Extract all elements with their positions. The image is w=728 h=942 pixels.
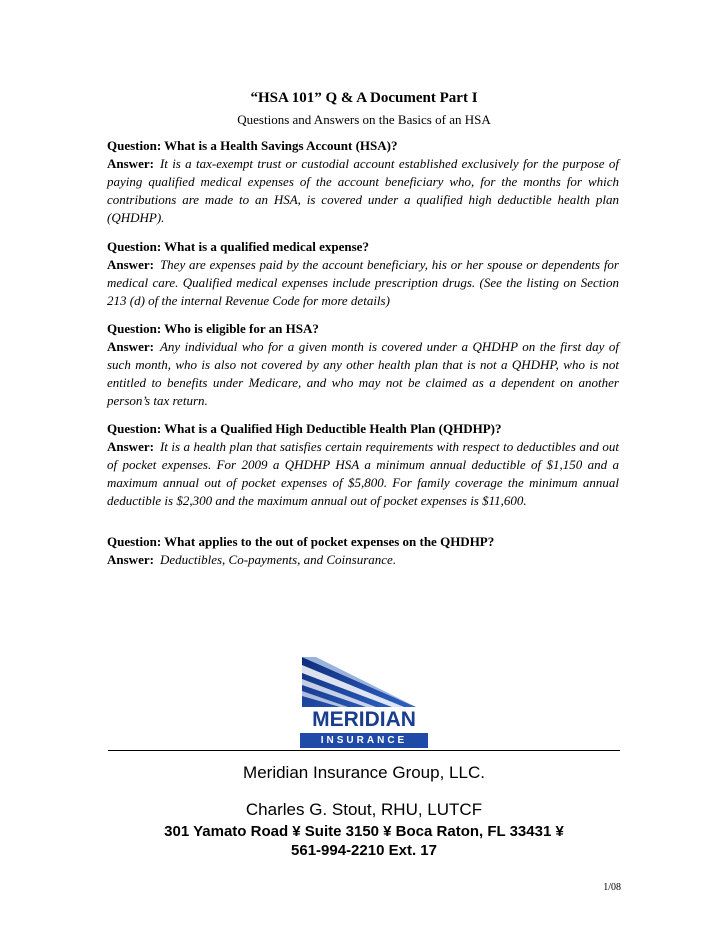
qa-block: [107, 238, 619, 310]
qa-block: [107, 533, 619, 569]
qa-block: [107, 137, 619, 227]
question: Question: Who is eligible for an HSA?: [107, 321, 319, 336]
logo-subtitle-bar: INSURANCE: [300, 733, 428, 748]
answer-label: Answer:: [107, 257, 154, 272]
answer-text: They are expenses paid by the account beneficiary, his or her spouse or dependents for medical care. Qualified medical expenses include prescription drugs. (See the listing on Section 213 (d) of the internal Revenue Code for more details): [107, 257, 619, 308]
qa-block: [107, 420, 619, 510]
answer: [107, 551, 619, 569]
company-name: Meridian Insurance Group, LLC.: [243, 763, 485, 782]
divider: [108, 750, 620, 751]
answer-label: Answer:: [107, 552, 154, 567]
answer-label: Answer:: [107, 439, 154, 454]
page-code: 1/08: [603, 882, 621, 893]
answer-text: It is a tax-exempt trust or custodial account established exclusively for the purpose of paying qualified medical expenses of the account beneficiary who, for the months for which contributions are made to an HSA, is covered under a qualified high deductible health plan (QHDHP).: [107, 156, 619, 225]
phone-line: 561-994-2210 Ext. 17: [291, 842, 437, 859]
answer: [107, 155, 619, 227]
answer-text: Any individual who for a given month is covered under a QHDHP on the first day of such month, who is also not covered by any other health plan that is not a QHDHP, who is not entitled to benefits under Medicare, and who may not be claimed as a dependent on another person’s tax return.: [107, 339, 619, 408]
document-subtitle: Questions and Answers on the Basics of an HSA: [237, 112, 491, 127]
answer-text: It is a health plan that satisfies certain requirements with respect to deductibles and out of pocket expenses. For 2009 a QHDHP HSA a minimum annual deductible of $1,150 and a maximum annual out of pocket expenses of $5,800. For family coverage the minimum annual deductible is $2,300 and the maximum annual out of pocket expenses is $11,600.: [107, 439, 619, 508]
qa-block: [107, 320, 619, 410]
question: Question: What applies to the out of pocket expenses on the QHDHP?: [107, 534, 495, 549]
answer-label: Answer:: [107, 156, 154, 171]
question: Question: What is a Health Savings Account (HSA)?: [107, 138, 398, 153]
answer: [107, 438, 619, 510]
question: Question: What is a Qualified High Deductible Health Plan (QHDHP)?: [107, 421, 502, 436]
address-line: 301 Yamato Road ¥ Suite 3150 ¥ Boca Raton, FL 33431 ¥: [164, 823, 564, 840]
logo-wordmark: MERIDIAN: [312, 708, 416, 731]
answer: [107, 338, 619, 410]
agent-name: Charles G. Stout, RHU, LUTCF: [245, 800, 483, 819]
answer-label: Answer:: [107, 339, 154, 354]
answer: [107, 256, 619, 310]
question: Question: What is a qualified medical expense?: [107, 239, 369, 254]
answer-text: Deductibles, Co-payments, and Coinsurance.: [159, 552, 397, 567]
document-title: “HSA 101” Q & A Document Part I: [250, 90, 478, 106]
